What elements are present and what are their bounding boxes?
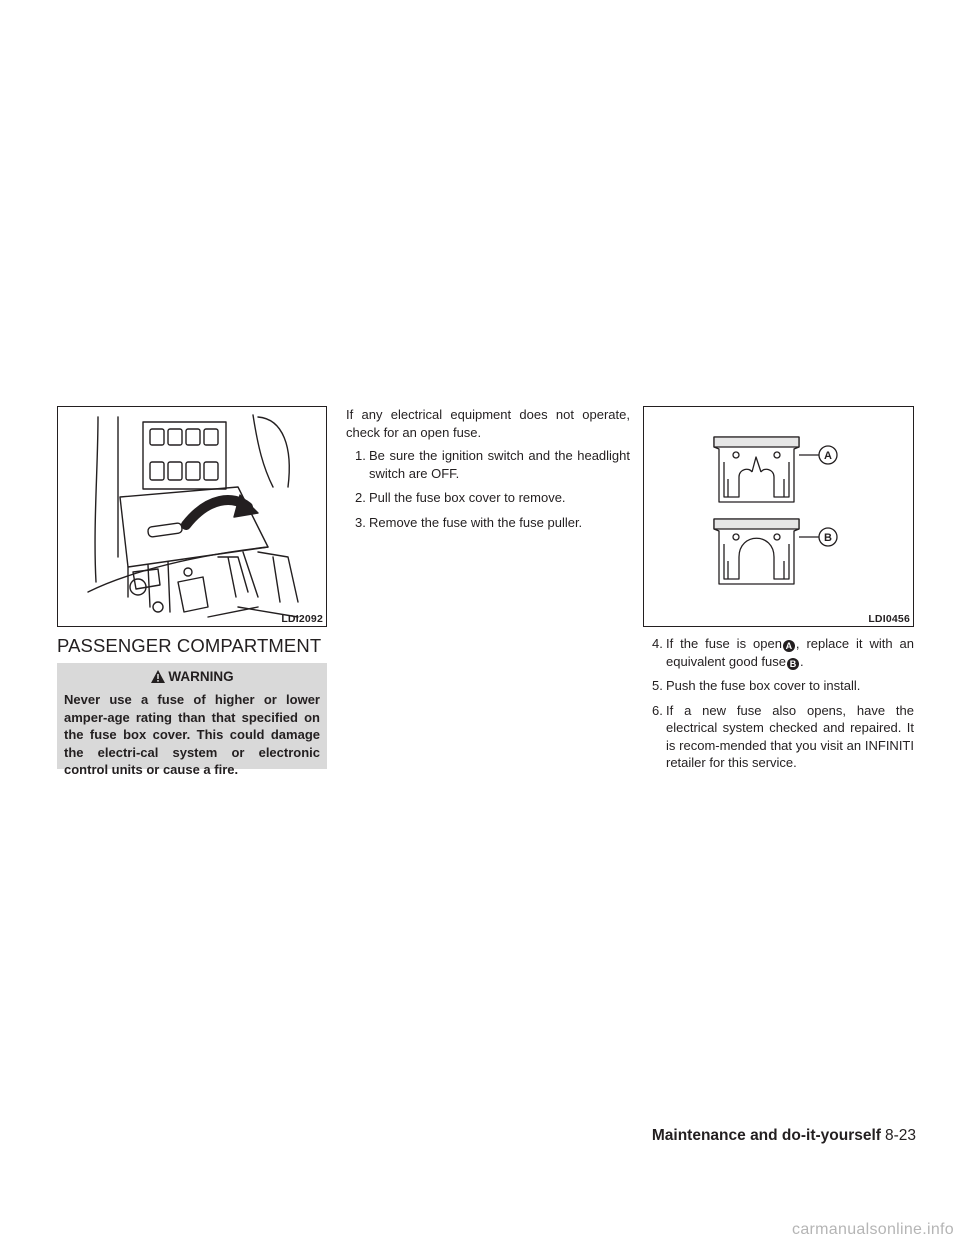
badge-a: A <box>783 640 795 652</box>
steps-list <box>643 635 914 772</box>
list-item: 5. Push the fuse box cover to install. <box>652 678 861 693</box>
figure-code: LDI0456 <box>868 613 910 625</box>
section-title: PASSENGER COMPARTMENT <box>57 635 322 656</box>
callout-b: B <box>824 532 832 544</box>
page-number: 8-23 <box>884 1127 916 1144</box>
instructions-column <box>346 406 630 538</box>
fuse-box-figure <box>57 406 327 627</box>
page-footer <box>652 1127 916 1145</box>
list-item: 2. Pull the fuse box cover to remove. <box>355 490 566 505</box>
callout-a: A <box>824 450 832 462</box>
fuse-figure <box>643 406 914 627</box>
steps-list <box>346 447 630 531</box>
list-item: 1. Be sure the ignition switch and the headlight switch are OFF. <box>355 448 630 481</box>
footer-section: Maintenance and do-it-yourself <box>651 1127 881 1144</box>
warning-icon <box>150 669 166 684</box>
list-item: 3. Remove the fuse with the fuse puller. <box>355 514 583 530</box>
figure-code: LDI2092 <box>281 613 323 625</box>
warning-box <box>57 663 327 777</box>
fuse-box-illustration <box>58 407 327 627</box>
list-item: 4. If the fuse is open A , replace it with an equivalent good fuse B . <box>652 636 914 669</box>
instructions-column-right <box>643 635 914 779</box>
badge-b: B <box>787 658 799 670</box>
fuse-illustration <box>644 407 914 627</box>
warning-heading: WARNING <box>64 669 320 684</box>
list-item: 6. If a new fuse also opens, have the electrical system checked and repaired. It is recom-mended that you visit an INFINITI retailer for this service. <box>652 702 914 770</box>
warning-text: Never use a fuse of higher or lower amper-age rating than that specified on the fuse box cover. This could damage the electri-cal system or electronic control units or cause a fire. <box>64 692 320 777</box>
intro-text: If any electrical equipment does not operate, check for an open fuse. <box>346 407 630 440</box>
watermark[interactable]: carmanualsonline.info <box>792 1221 954 1238</box>
